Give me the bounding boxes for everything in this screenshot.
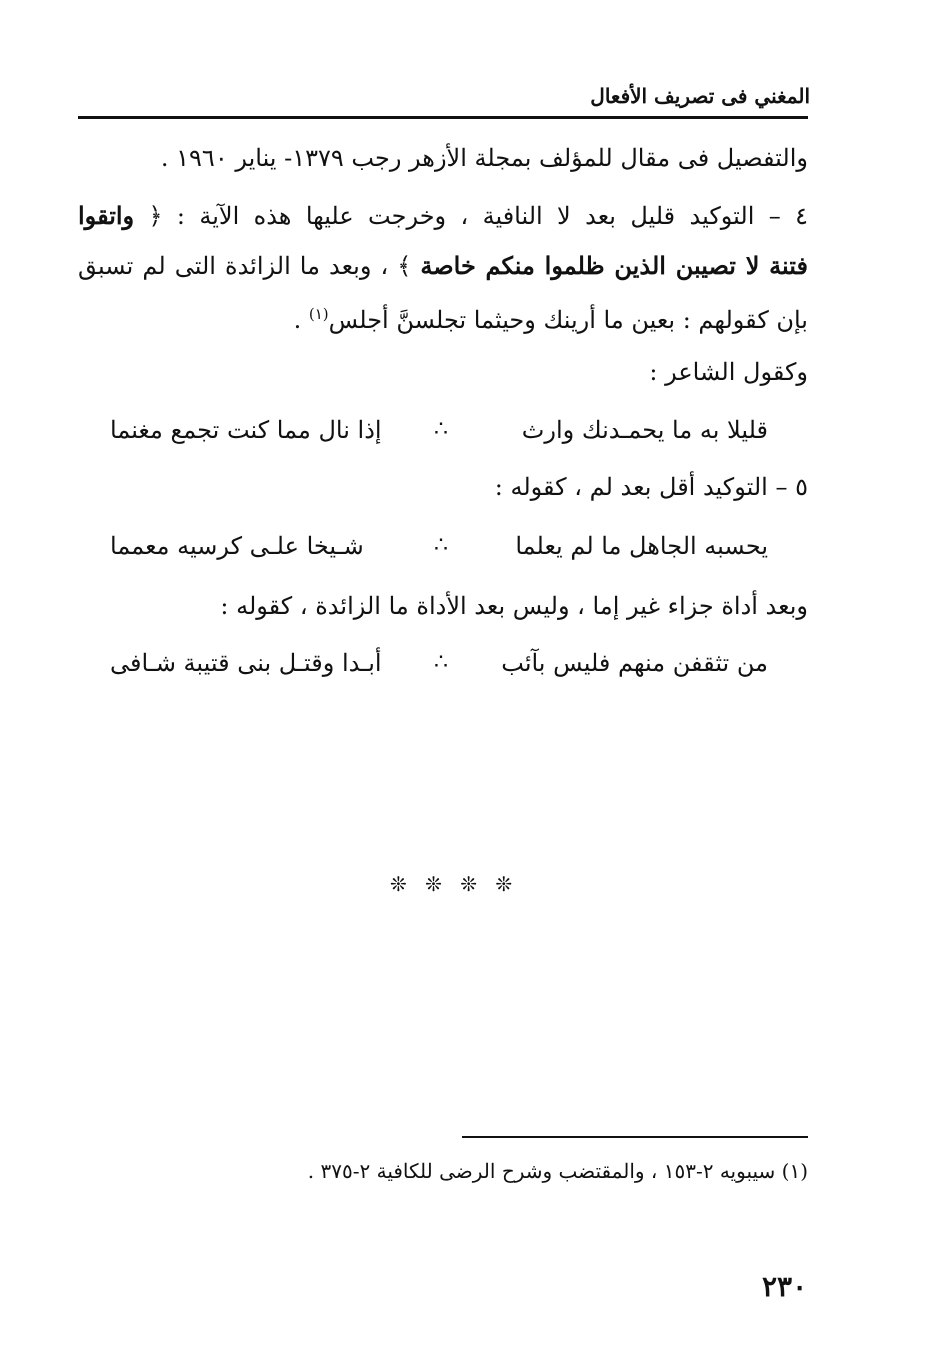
verse-3-separator: ∴ xyxy=(434,650,448,675)
verse-1-second-hemistich: إذا نال مما كنت تجمع مغنما xyxy=(110,416,382,444)
verse-2-separator: ∴ xyxy=(434,533,448,558)
verse-1-first-hemistich: قليلا به ما يحمـدنك وارث xyxy=(521,416,768,444)
text-line-2-plain: ٤ – التوكيد قليل بعد لا النافية ، وخرجت عليها هذه الآية : ﴿ xyxy=(134,202,808,230)
text-line-3 xyxy=(78,246,808,286)
page-number: ٢٣٠ xyxy=(762,1270,808,1303)
text-line-4-main: بإن كقولهم : بعين ما أرينك وحيثما تجلسنَّ أجلس xyxy=(328,306,808,334)
text-line-4 xyxy=(294,294,808,340)
footnote-rule xyxy=(462,1136,808,1138)
footnote-marker: (١) xyxy=(308,305,329,323)
verse-3 xyxy=(110,643,768,683)
verse-1 xyxy=(110,410,768,450)
verse-2 xyxy=(110,526,768,566)
text-line-4-end: . xyxy=(293,306,309,334)
text-line-1: والتفصيل فى مقال للمؤلف بمجلة الأزهر رجب ١٣٧٩- يناير ١٩٦٠ . xyxy=(160,144,808,172)
verse-1-separator: ∴ xyxy=(434,417,448,442)
verse-2-second-hemistich: شـيخا علـى كرسيه معمما xyxy=(110,532,364,560)
point-5: ٥ – التوكيد أقل بعد لم ، كقوله : xyxy=(494,473,808,501)
verse-2-first-hemistich: يحسبه الجاهل ما لم يعلما xyxy=(515,532,768,560)
conditional-note: وبعد أداة جزاء غير إما ، وليس بعد الأداة ما الزائدة ، كقوله : xyxy=(220,592,808,620)
text-line-3-plain: ﴾ ، وبعد ما الزائدة التى لم تسبق xyxy=(78,252,421,280)
running-title: المغني فى تصريف الأفعال xyxy=(590,84,810,108)
verse-3-second-hemistich: أبـدا وقتـل بنى قتيبة شـافى xyxy=(110,649,382,677)
verse-3-first-hemistich: من تثقفن منهم فليس بآئب xyxy=(501,649,768,677)
quran-verse-start: واتقوا xyxy=(78,201,135,230)
header-rule xyxy=(78,116,808,119)
quran-verse-text: فتنة لا تصيبن الذين ظلموا منكم خاصة xyxy=(420,251,809,280)
footnote: (١) سيبويه ٢-١٥٣ ، والمقتضب وشرح الرضى للكافية ٢-٣٧٥ . xyxy=(307,1159,808,1183)
section-break-stars: ❊ ❊ ❊ ❊ xyxy=(390,872,519,896)
text-line-2 xyxy=(78,196,808,236)
poet-intro: وكقول الشاعر : xyxy=(649,358,808,386)
